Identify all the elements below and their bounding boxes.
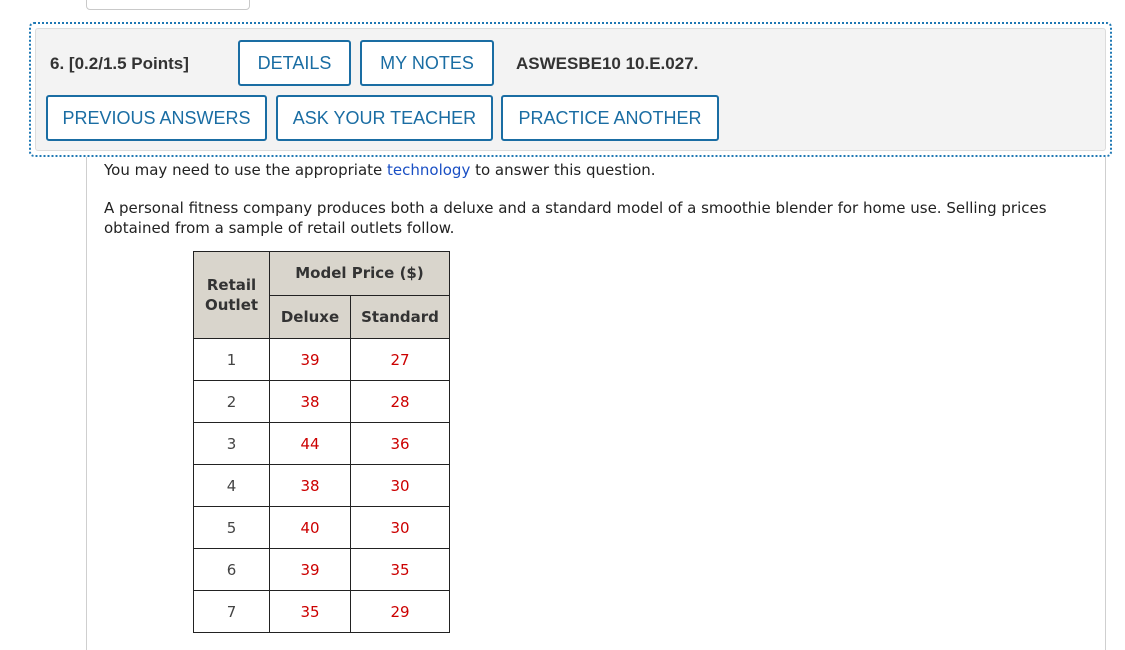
question-text: A personal fitness company produces both a deluxe and a standard model of a smoothie blender for home use. Selling prices obtained from a sample of retail outlets follow. <box>104 199 1047 237</box>
outlet-cell: 4 <box>194 465 270 507</box>
details-button[interactable]: DETAILS <box>238 40 351 86</box>
table-row <box>194 591 450 633</box>
technology-note <box>104 161 656 179</box>
question-points: [0.2/1.5 Points] <box>68 54 189 73</box>
outlet-cell: 1 <box>194 339 270 381</box>
table-row <box>194 381 450 423</box>
outlet-cell: 6 <box>194 549 270 591</box>
technology-link[interactable]: technology <box>387 161 471 179</box>
previous-answers-button[interactable]: PREVIOUS ANSWERS <box>46 95 267 141</box>
technology-note-suffix: to answer this question. <box>470 161 656 179</box>
deluxe-cell: 40 <box>270 507 351 549</box>
table-row <box>194 507 450 549</box>
standard-cell: 30 <box>351 465 450 507</box>
question-code: ASWESBE10 10.E.027. <box>516 54 699 73</box>
deluxe-cell: 44 <box>270 423 351 465</box>
deluxe-cell: 38 <box>270 381 351 423</box>
deluxe-cell: 35 <box>270 591 351 633</box>
table-row <box>194 339 450 381</box>
outlet-cell: 5 <box>194 507 270 549</box>
deluxe-cell: 38 <box>270 465 351 507</box>
standard-cell: 35 <box>351 549 450 591</box>
table-row <box>194 465 450 507</box>
my-notes-button[interactable]: MY NOTES <box>360 40 494 86</box>
technology-note-prefix: You may need to use the appropriate <box>104 161 388 179</box>
outlet-cell: 3 <box>194 423 270 465</box>
table-row <box>194 423 450 465</box>
practice-another-button[interactable]: PRACTICE ANOTHER <box>501 95 719 141</box>
standard-cell: 29 <box>351 591 450 633</box>
standard-cell: 28 <box>351 381 450 423</box>
header-standard: Standard <box>351 295 450 339</box>
header-deluxe: Deluxe <box>270 295 351 339</box>
deluxe-cell: 39 <box>270 549 351 591</box>
header-retail-outlet: Retail Outlet <box>194 252 270 339</box>
standard-cell: 30 <box>351 507 450 549</box>
deluxe-cell: 39 <box>270 339 351 381</box>
outlet-cell: 7 <box>194 591 270 633</box>
standard-cell: 27 <box>351 339 450 381</box>
question-number <box>50 54 189 74</box>
outlet-cell: 2 <box>194 381 270 423</box>
table-row <box>194 549 450 591</box>
previous-element-stub <box>86 0 250 10</box>
ask-your-teacher-button[interactable]: ASK YOUR TEACHER <box>276 95 493 141</box>
header-model-price: Model Price ($) <box>270 252 450 296</box>
standard-cell: 36 <box>351 423 450 465</box>
price-table <box>193 251 450 633</box>
question-number-label: 6. <box>50 54 65 73</box>
